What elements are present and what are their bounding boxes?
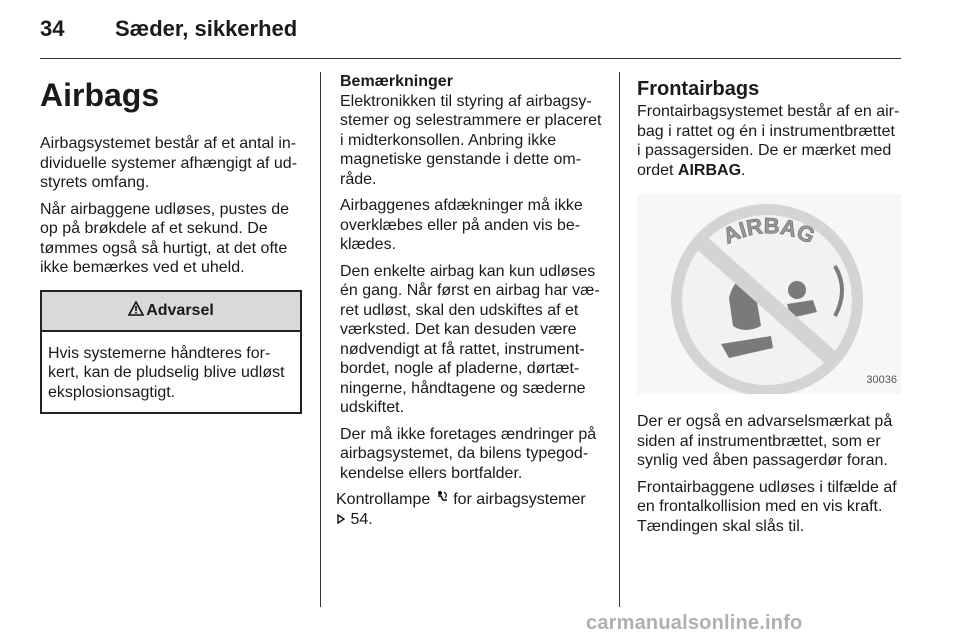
frontairbags-paragraph-2: Der er også en advarselsmærkat på siden af instrumentbrættet, som er synlig ved åben passagerdør foran.: [637, 413, 893, 469]
control-lamp-paragraph: [336, 490, 602, 529]
column-3: [637, 72, 901, 543]
section-title: Sæder, sikkerhed: [115, 16, 298, 41]
frontairbags-text: Frontairbagsystemet består af en airbag i rattet og én i instrumentbrættet i passagersiden. De er mærket med ordet: [637, 103, 900, 179]
frontairbags-title: Frontairbags: [637, 78, 760, 100]
control-lamp-suffix: for airbagsystemer: [453, 491, 586, 508]
warning-text: Hvis systemerne håndteres forkert, kan de pludselig blive udløst eksplosionsagtigt.: [48, 344, 285, 401]
deploy-paragraph: Når airbaggene udløses, pustes de op på brøkdele af et sekund. De tømmes også så hurtigt, at det ofte ikke bemærkes ved et uheld.: [40, 200, 290, 276]
page-number: 34: [40, 16, 65, 41]
notes-paragraph-3: Den enkelte airbag kan kun udløses én gang. Når først en airbag har været udløst, skal den udskiftes af et værksted. Det kan desuden være nødvendigt at få rattet, instrumentbordet, nogle af pladerne, dørtætningerne, håndtagene og sæderne udskiftet.: [340, 262, 600, 416]
page-header: [40, 16, 900, 46]
intro-paragraph: Airbagsystemet består af et antal individuelle systemer afhængigt af udstyrets omfang.: [40, 135, 298, 191]
figure-code: 30036: [866, 373, 897, 386]
header-rule: [40, 58, 901, 59]
warning-box: [40, 290, 302, 415]
airbag-word: AIRBAG: [677, 161, 742, 179]
warning-triangle-icon: [128, 301, 144, 321]
frontairbags-paragraph-3: Frontairbaggene udløses i tilfælde af en frontalkollision med en vis kraft. Tændingen skal slås til.: [637, 478, 897, 535]
reference-arrow-icon: [336, 511, 350, 528]
figure-airbag-label: AIRBAG: [719, 213, 819, 249]
airbag-lamp-icon: [435, 491, 453, 508]
airbag-prohibition-icon: [637, 194, 901, 394]
column-1: [40, 72, 302, 414]
notes-paragraph-4: Der må ikke foretages ændringer på airbagsystemet, da bilens typegodkendelse ellers bortfalder.: [340, 425, 597, 482]
airbag-warning-figure: [637, 194, 901, 394]
page-reference[interactable]: 54.: [350, 510, 373, 528]
notes-paragraph-1: Elektronikken til styring af airbagsystemer og selestrammere er placeret i midterkonsollen. Anbring ikke magnetiske genstande i dette område.: [340, 92, 602, 188]
notes-paragraph-2: Airbaggenes afdækninger må ikke overklæbes eller på anden vis beklædes.: [340, 197, 583, 253]
column-divider-1: [320, 72, 321, 607]
watermark: carmanualsonline.info: [586, 612, 803, 634]
notes-heading: Bemærkninger: [340, 73, 453, 90]
column-divider-2: [619, 72, 620, 607]
airbags-title: Airbags: [40, 77, 160, 113]
warning-header: [42, 292, 300, 332]
warning-title: Advarsel: [146, 301, 214, 319]
period: .: [741, 161, 746, 179]
frontairbags-paragraph-1: [637, 102, 901, 180]
control-lamp-prefix: Kontrollampe: [336, 491, 431, 508]
column-2: [336, 72, 602, 536]
